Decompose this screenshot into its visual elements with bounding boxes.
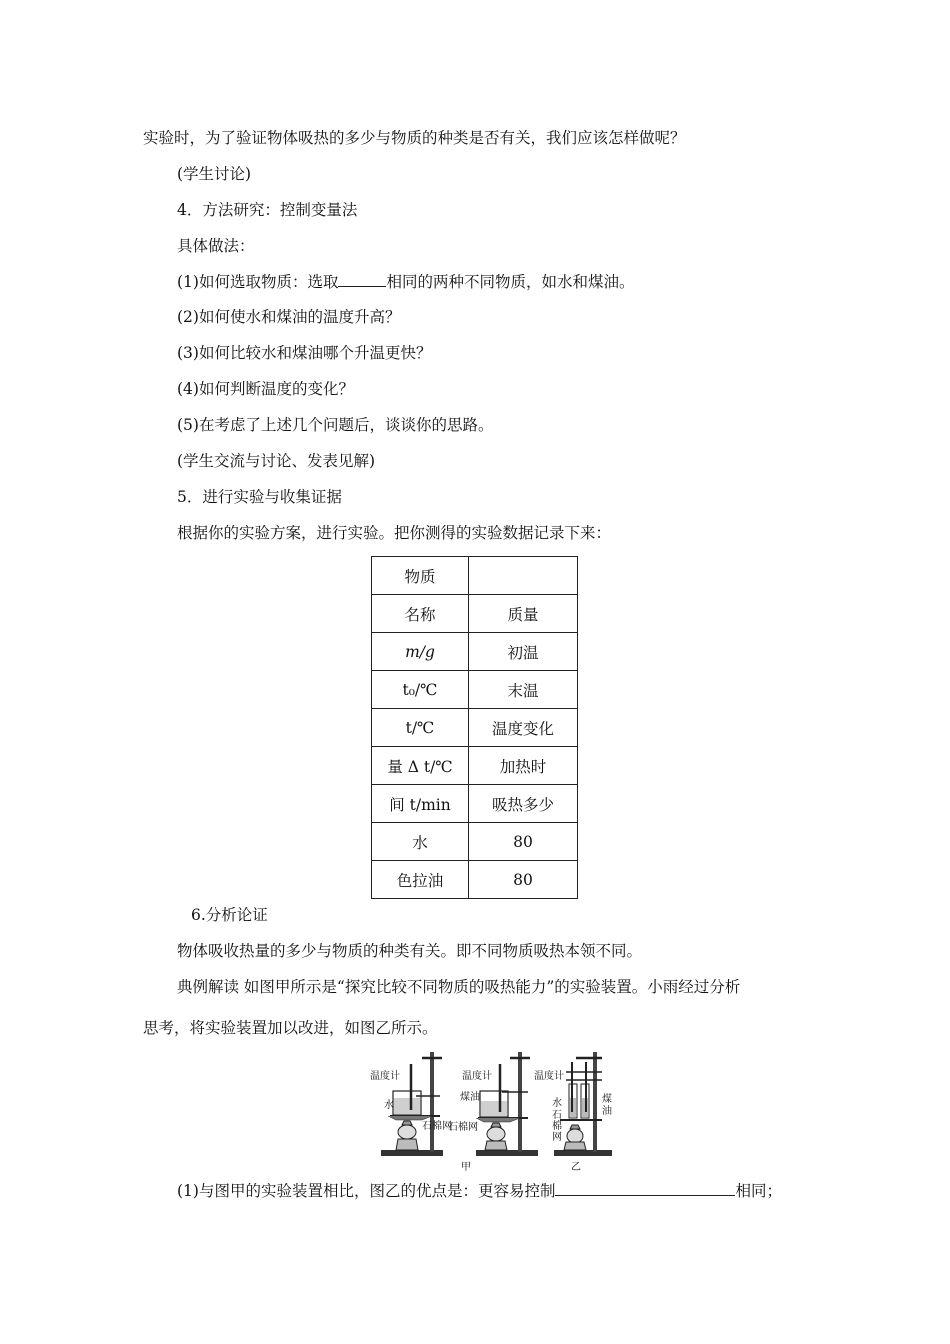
question-1-before: (1)如何选取物质：选取	[177, 273, 339, 291]
table-cell: 间 t/min	[372, 785, 469, 823]
table-cell: 物质	[372, 557, 469, 595]
question-1	[177, 271, 634, 293]
fill-blank-1[interactable]	[338, 271, 386, 287]
label-thermometer-1: 温度计	[370, 1071, 400, 1082]
apparatus-figure	[366, 1046, 614, 1174]
question-1-after: 相同的两种不同物质，如水和煤油。	[386, 273, 635, 291]
table-cell: 温度变化	[469, 709, 578, 747]
table-row	[372, 747, 578, 785]
table-row	[372, 633, 578, 671]
question-2: (2)如何使水和煤油的温度升高？	[177, 308, 401, 326]
table-cell: 初温	[469, 633, 578, 671]
record-prompt: 根据你的实验方案，进行实验。把你测得的实验数据记录下来：	[177, 524, 612, 542]
table-row	[372, 595, 578, 633]
table-row	[372, 709, 578, 747]
apparatus-kerosene	[476, 1052, 538, 1156]
table-cell: 80	[469, 823, 578, 861]
label-water-1: 水	[384, 1100, 394, 1111]
label-kerosene-2: 煤油	[460, 1092, 480, 1103]
discussion-note-1: (学生讨论)	[177, 165, 252, 183]
label-water-3: 水	[552, 1098, 562, 1109]
table-row	[372, 823, 578, 861]
section-6-heading: 6.分析论证	[191, 906, 268, 924]
table-row	[372, 671, 578, 709]
method-label: 具体做法：	[177, 237, 255, 255]
table-cell: m/g	[372, 633, 469, 671]
label-asbestos-v3: 网	[552, 1132, 562, 1143]
table-cell: 末温	[469, 671, 578, 709]
final-question	[177, 1180, 782, 1202]
label-jia: 甲	[461, 1162, 471, 1173]
conclusion: 物体吸收热量的多少与物质的种类有关。即不同物质吸热本领不同。	[177, 942, 643, 960]
example-line-1: 典例解读 如图甲所示是“探究比较不同物质的吸热能力”的实验装置。小雨经过分析	[177, 978, 741, 996]
example-line-2: 思考，将实验装置加以改进，如图乙所示。	[143, 1019, 438, 1037]
question-5: (5)在考虑了上述几个问题后，谈谈你的思路。	[177, 416, 494, 434]
table-cell: 80	[469, 861, 578, 899]
table-row	[372, 557, 578, 595]
table-cell: 色拉油	[372, 861, 469, 899]
label-asbestos-v2: 棉	[552, 1121, 562, 1132]
label-asbestos-v1: 石	[552, 1110, 562, 1121]
table-cell: 吸热多少	[469, 785, 578, 823]
label-kerosene-v1: 煤	[602, 1094, 612, 1105]
question-3: (3)如何比较水和煤油哪个升温更快？	[177, 344, 432, 362]
label-thermometer-2: 温度计	[462, 1071, 492, 1082]
section-4-heading: 4．方法研究：控制变量法	[177, 201, 358, 219]
table-cell: t/℃	[372, 709, 469, 747]
table-cell: 加热时	[469, 747, 578, 785]
label-asbestos-1: 石棉网	[422, 1121, 452, 1132]
label-yi: 乙	[571, 1162, 581, 1173]
table-row	[372, 861, 578, 899]
label-kerosene-v2: 油	[602, 1106, 612, 1117]
table-cell[interactable]	[469, 557, 578, 595]
intro-paragraph: 实验时，为了验证物体吸热的多少与物质的种类是否有关，我们应该怎样做呢？	[143, 129, 686, 147]
data-record-table	[371, 556, 578, 899]
final-question-before: (1)与图甲的实验装置相比，图乙的优点是：更容易控制	[177, 1182, 556, 1200]
discussion-note-2: (学生交流与讨论、发表见解)	[177, 452, 376, 470]
question-4: (4)如何判断温度的变化？	[177, 380, 354, 398]
table-cell: 名称	[372, 595, 469, 633]
final-question-after: 相同；	[735, 1182, 782, 1200]
label-asbestos-2: 石棉网	[448, 1122, 478, 1133]
fill-blank-2[interactable]	[555, 1180, 735, 1196]
apparatus-drawing	[366, 1046, 614, 1174]
table-row	[372, 785, 578, 823]
label-thermometer-3: 温度计	[534, 1071, 564, 1082]
table-cell: 水	[372, 823, 469, 861]
table-cell: t₀/℃	[372, 671, 469, 709]
section-5-heading: 5．进行实验与收集证据	[177, 488, 342, 506]
table-cell: 量 Δ t/℃	[372, 747, 469, 785]
table-cell: 质量	[469, 595, 578, 633]
